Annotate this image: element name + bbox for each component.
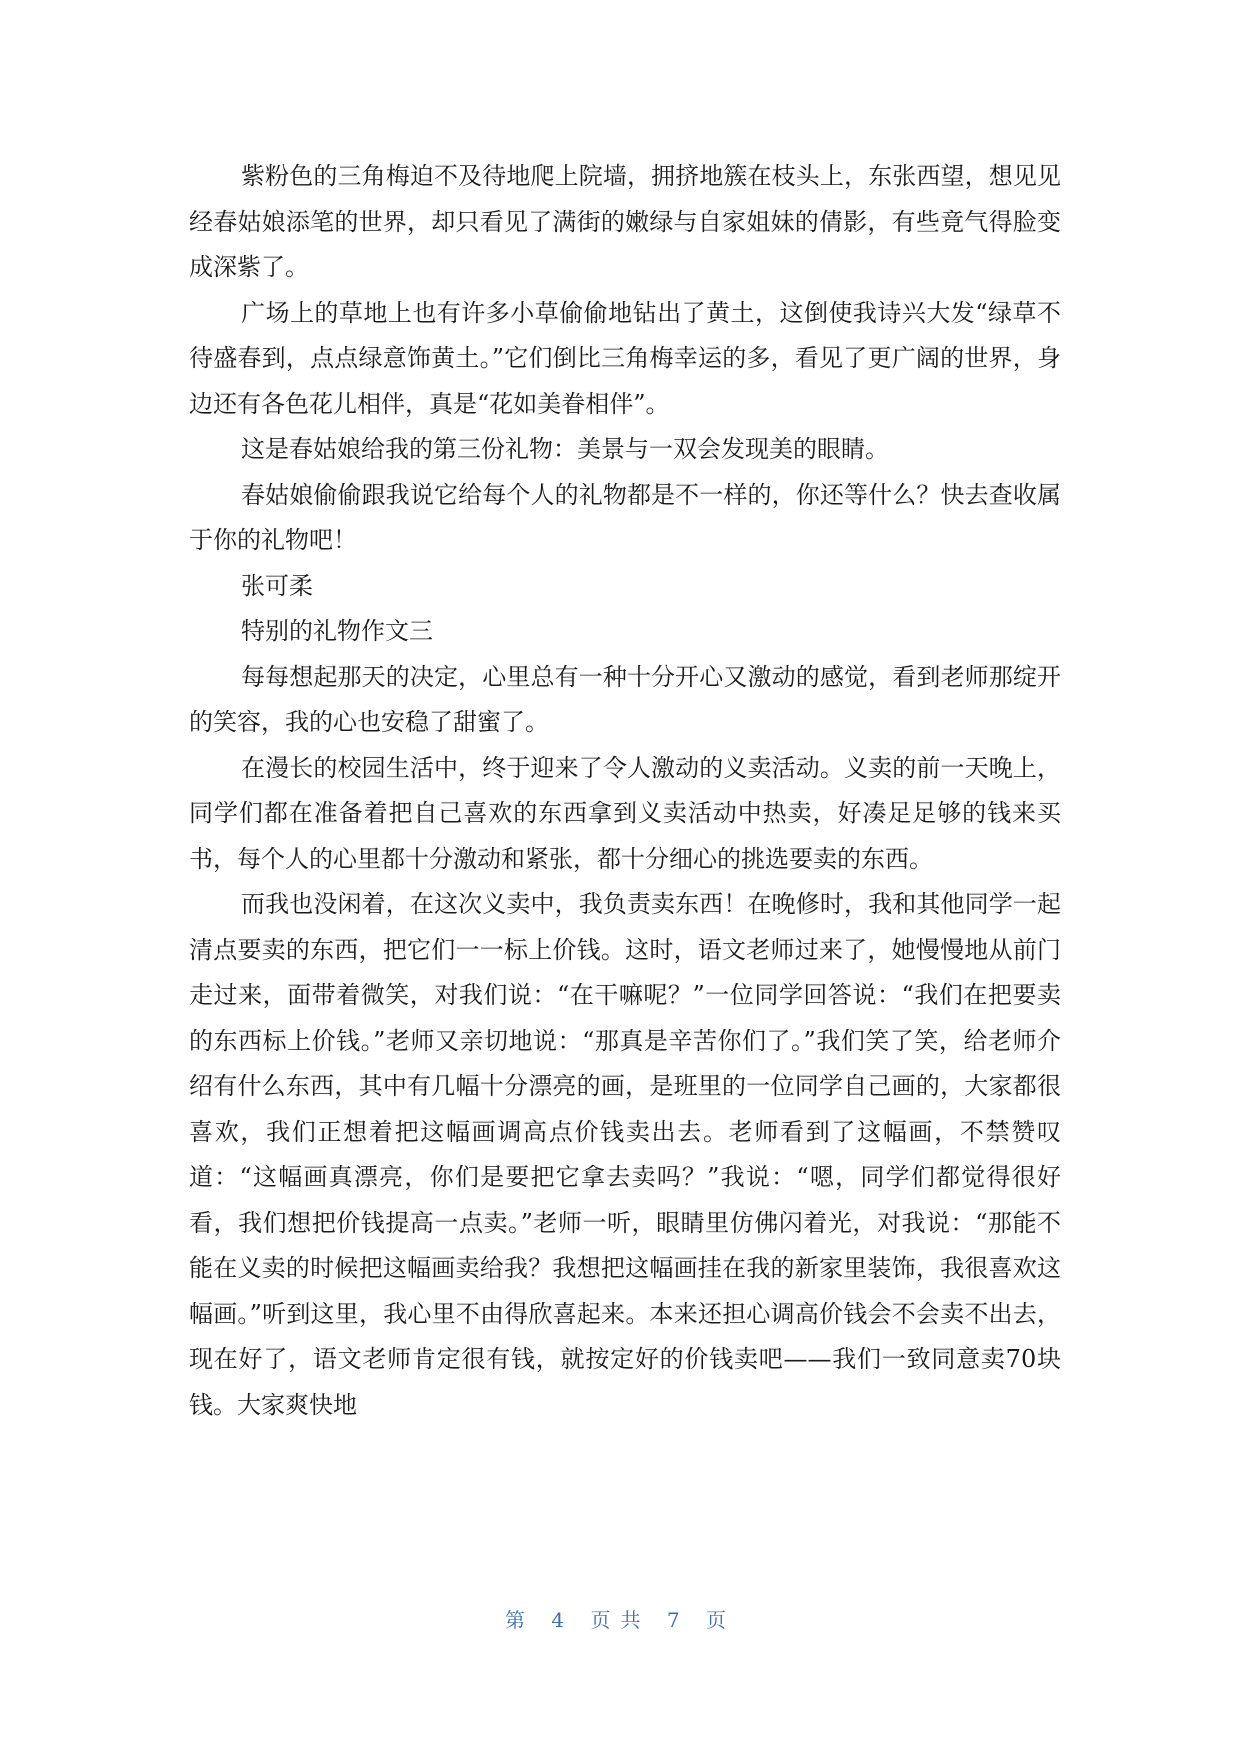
paragraph: 而我也没闲着，在这次义卖中，我负责卖东西！在晚修时，我和其他同学一起清点要卖的东西，把它们一一标上价钱。这时，语文老师过来了，她慢慢地从前门走过来，面带着微笑，对我们说：“在干嘛呢？”一位同学回答说：“我们在把要卖的东西标上价钱。”老师又亲切地说：“那真是辛苦你们了。”我们笑了笑，给老师介绍有什么东西，其中有几幅十分漂亮的画，是班里的一位同学自己画的，大家都很喜欢，我们正想着把这幅画调高点价钱卖出去。老师看到了这幅画，不禁赞叹道：“这幅画真漂亮，你们是要把它拿去卖吗？”我说：“嗯，同学们都觉得很好看，我们想把价钱提高一点卖。”老师一听，眼睛里仿佛闪着光，对我说：“那能不能在义卖的时候把这幅画卖给我？我想把这幅画挂在我的新家里装饰，我很喜欢这幅画。”听到这里，我心里不由得欣喜起来。本来还担心调高价钱会不会卖不出去，现在好了，语文老师肯定很有钱，就按定好的价钱卖吧——我们一致同意卖70块钱。大家爽快地 (189, 890, 1061, 1419)
paragraph: 春姑娘偷偷跟我说它给每个人的礼物都是不一样的，你还等什么？快去查收属于你的礼物吧！ (189, 480, 1061, 554)
footer-total-pages: 7 (666, 1608, 690, 1632)
footer-current-page: 4 (551, 1608, 575, 1632)
author-line: 张可柔 (241, 571, 313, 600)
footer-label-end: 页 (705, 1608, 736, 1632)
paragraph: 广场上的草地上也有许多小草偷偷地钻出了黄土，这倒使我诗兴大发“绿草不待盛春到，点点绿意饰黄土。”它们倒比三角梅幸运的多，看见了更广阔的世界，身边还有各色花儿相伴，真是“花如美眷相伴”。 (189, 298, 1061, 418)
essay-title: 特别的礼物作文三 (241, 617, 433, 645)
paragraph: 每每想起那天的决定，心里总有一种十分开心又激动的感觉，看到老师那绽开的笑容，我的心也安稳了甜蜜了。 (189, 662, 1061, 736)
paragraph: 在漫长的校园生活中，终于迎来了令人激动的义卖活动。义卖的前一天晚上，同学们都在准备着把自己喜欢的东西拿到义卖活动中热卖，好凑足足够的钱来买书，每个人的心里都十分激动和紧张，都十分细心的挑选要卖的东西。 (189, 753, 1061, 873)
page-footer (0, 1604, 1241, 1633)
footer-label-page: 第 (505, 1608, 536, 1632)
paragraph: 这是春姑娘给我的第三份礼物：美景与一双会发现美的眼睛。 (241, 435, 889, 463)
paragraph: 紫粉色的三角梅迫不及待地爬上院墙，拥挤地簇在枝头上，东张西望，想见见经春姑娘添笔的世界，却只看见了满街的嫩绿与自家姐妹的倩影，有些竟气得脸变成深紫了。 (189, 162, 1061, 281)
document-body (189, 154, 1061, 1428)
footer-label-total: 页共 (590, 1608, 651, 1632)
